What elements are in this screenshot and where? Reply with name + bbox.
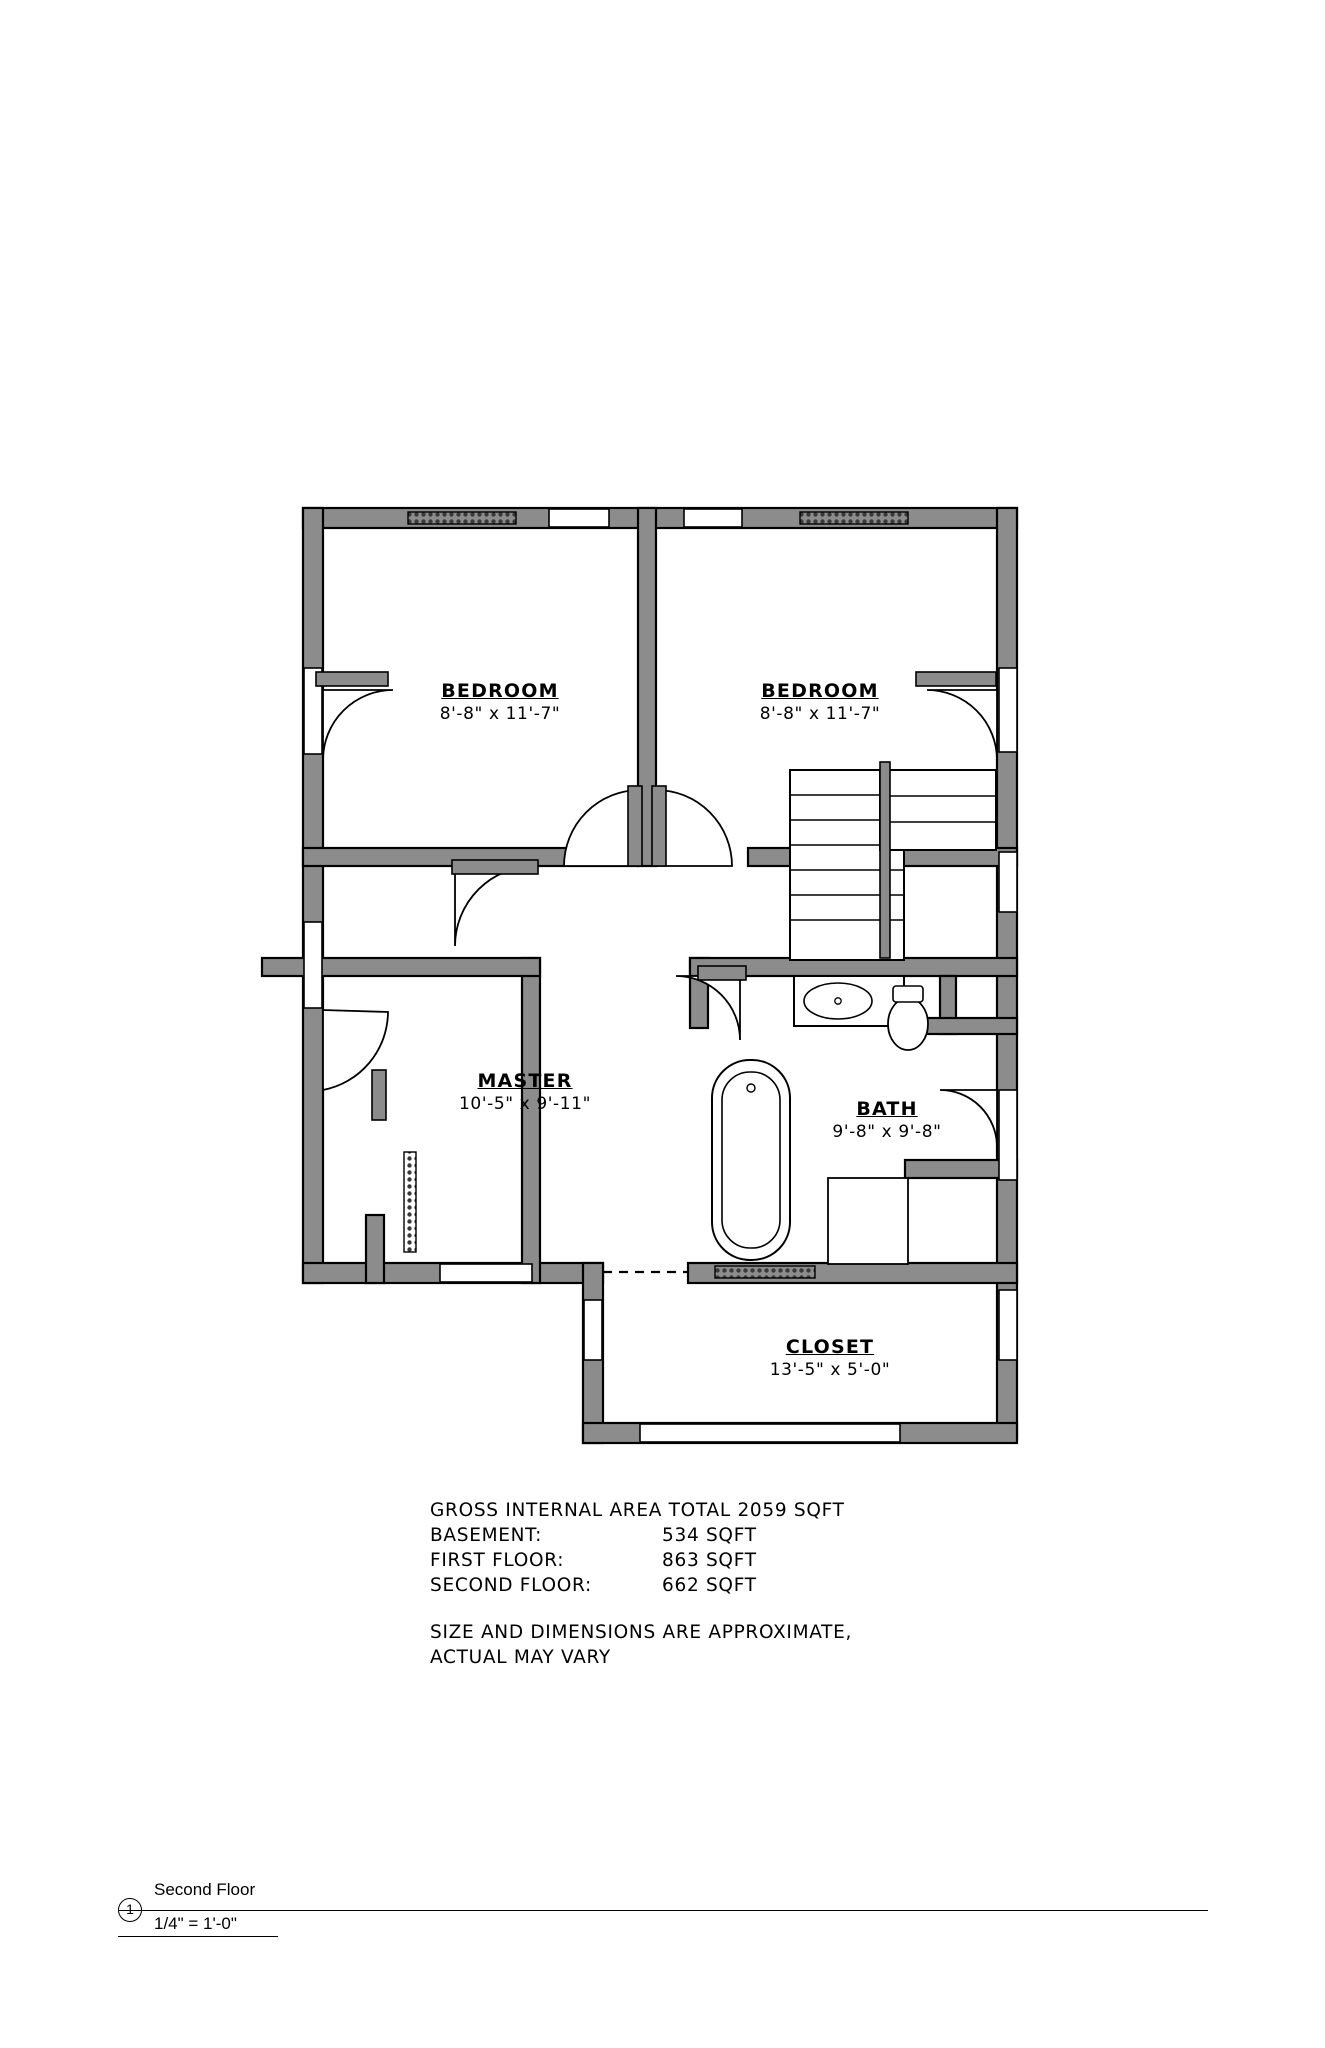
room-name: BEDROOM — [441, 680, 559, 702]
room-name: BEDROOM — [761, 680, 879, 702]
room-label-bath — [758, 1098, 1016, 1142]
notes-spacer — [430, 1598, 852, 1620]
area-label: BASEMENT: — [430, 1525, 543, 1546]
room-label-bedroom-left — [355, 680, 645, 724]
room-label-closet — [700, 1336, 960, 1380]
title-block — [118, 1880, 1208, 1940]
room-name: MASTER — [477, 1070, 573, 1092]
detail-number-bubble: 1 — [118, 1898, 142, 1922]
area-row-second-floor — [430, 1573, 852, 1598]
gross-area-total: GROSS INTERNAL AREA TOTAL 2059 SQFT — [430, 1500, 845, 1521]
area-notes-block — [430, 1498, 852, 1670]
room-label-master — [395, 1070, 655, 1114]
drawing-title: Second Floor — [154, 1880, 256, 1899]
room-name: BATH — [856, 1098, 918, 1120]
area-row-first-floor — [430, 1548, 852, 1573]
room-dimensions: 8'-8" x 11'-7" — [439, 704, 561, 724]
room-name: CLOSET — [785, 1336, 875, 1358]
room-dimensions: 9'-8" x 9'-8" — [832, 1122, 942, 1142]
title-rule-long — [118, 1910, 1208, 1911]
title-rule-short — [118, 1936, 278, 1937]
area-row-basement — [430, 1523, 852, 1548]
disclaimer-line-1: SIZE AND DIMENSIONS ARE APPROXIMATE, — [430, 1622, 853, 1643]
area-label: SECOND FLOOR: — [430, 1575, 592, 1596]
room-dimensions: 10'-5" x 9'-11" — [458, 1094, 592, 1114]
area-value: 662 SQFT — [662, 1575, 757, 1596]
drawing-scale: 1/4" = 1'-0" — [154, 1914, 237, 1933]
area-value: 534 SQFT — [662, 1525, 757, 1546]
room-dimensions: 8'-8" x 11'-7" — [759, 704, 881, 724]
room-label-bedroom-right — [675, 680, 965, 724]
area-value: 863 SQFT — [662, 1550, 757, 1571]
room-dimensions: 13'-5" x 5'-0" — [769, 1360, 891, 1380]
area-label: FIRST FLOOR: — [430, 1550, 565, 1571]
disclaimer-line-2: ACTUAL MAY VARY — [430, 1647, 611, 1668]
